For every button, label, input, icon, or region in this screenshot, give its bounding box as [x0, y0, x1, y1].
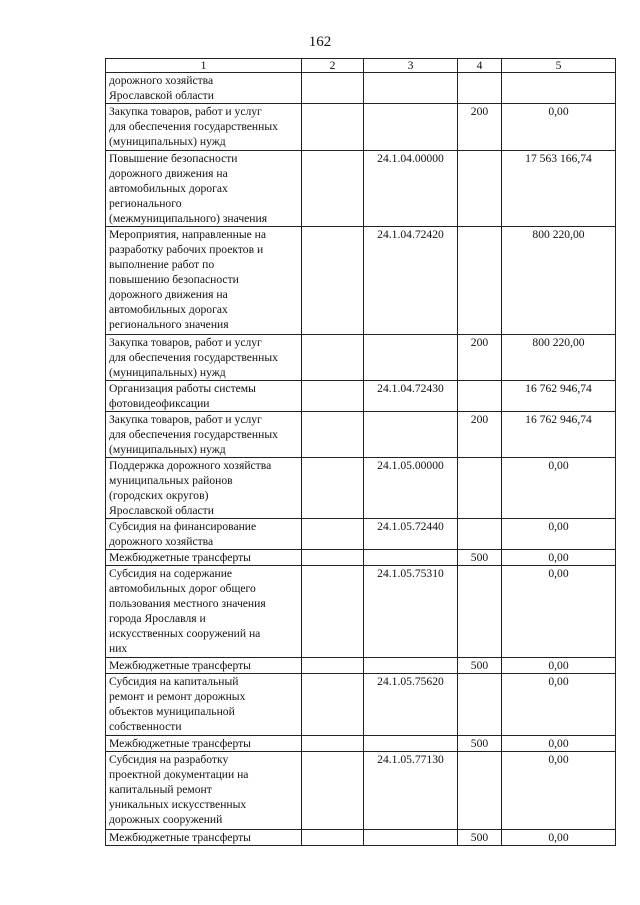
cell-c2: [302, 73, 364, 104]
table-row: [106, 752, 616, 830]
cell-c4: 500: [458, 830, 502, 846]
cell-c5: 0,00: [502, 752, 616, 830]
table-row: [106, 658, 616, 674]
column-header: 4: [458, 59, 502, 73]
cell-c2: [302, 458, 364, 519]
cell-c3: 24.1.05.72440: [364, 519, 458, 550]
cell-c3: 24.1.04.72430: [364, 381, 458, 412]
cell-c4: [458, 73, 502, 104]
table-row: [106, 519, 616, 550]
cell-c1: Повышение безопасности дорожного движения на автомобильных дорогах регионального (межмуниципального) значения: [106, 151, 302, 227]
cell-c5: 0,00: [502, 658, 616, 674]
cell-c1: Поддержка дорожного хозяйства муниципальных районов (городских округов) Ярославской области: [106, 458, 302, 519]
cell-c3: 24.1.05.75310: [364, 566, 458, 658]
cell-c2: [302, 519, 364, 550]
cell-c2: [302, 752, 364, 830]
table-row: [106, 104, 616, 151]
cell-c5: 0,00: [502, 519, 616, 550]
cell-c5: 16 762 946,74: [502, 412, 616, 458]
table-row: [106, 830, 616, 846]
cell-c4: 500: [458, 736, 502, 752]
cell-c3: 24.1.04.72420: [364, 227, 458, 335]
cell-c2: [302, 736, 364, 752]
cell-c4: [458, 674, 502, 736]
cell-c1: Субсидия на разработку проектной документации на капитальный ремонт уникальных искусственных дорожных сооружений: [106, 752, 302, 830]
cell-c3: 24.1.05.75620: [364, 674, 458, 736]
cell-c4: [458, 458, 502, 519]
cell-c5: 0,00: [502, 104, 616, 151]
table-row: [106, 412, 616, 458]
cell-c3: [364, 104, 458, 151]
cell-c4: 200: [458, 335, 502, 381]
cell-c3: 24.1.05.77130: [364, 752, 458, 830]
cell-c3: [364, 73, 458, 104]
cell-c1: дорожного хозяйства Ярославской области: [106, 73, 302, 104]
cell-c2: [302, 550, 364, 566]
cell-c4: 200: [458, 412, 502, 458]
cell-c4: [458, 151, 502, 227]
cell-c1: Мероприятия, направленные на разработку рабочих проектов и выполнение работ по повышению безопасности дорожного движения на автомобильных дорогах регионального значения: [106, 227, 302, 335]
cell-c2: [302, 658, 364, 674]
cell-c3: [364, 830, 458, 846]
cell-c1: Субсидия на капитальный ремонт и ремонт дорожных объектов муниципальной собственности: [106, 674, 302, 736]
cell-c1: Закупка товаров, работ и услуг для обеспечения государственных (муниципальных) нужд: [106, 335, 302, 381]
cell-c4: 200: [458, 104, 502, 151]
cell-c5: 16 762 946,74: [502, 381, 616, 412]
table-row: [106, 335, 616, 381]
cell-c3: [364, 736, 458, 752]
cell-c2: [302, 335, 364, 381]
cell-c3: 24.1.05.00000: [364, 458, 458, 519]
cell-c2: [302, 104, 364, 151]
cell-c5: 800 220,00: [502, 335, 616, 381]
cell-c1: Межбюджетные трансферты: [106, 736, 302, 752]
cell-c1: Закупка товаров, работ и услуг для обеспечения государственных (муниципальных) нужд: [106, 412, 302, 458]
cell-c4: [458, 566, 502, 658]
cell-c2: [302, 412, 364, 458]
cell-c5: [502, 73, 616, 104]
cell-c3: 24.1.04.00000: [364, 151, 458, 227]
cell-c5: 0,00: [502, 566, 616, 658]
column-header: 1: [106, 59, 302, 73]
cell-c1: Организация работы системы фотовидеофиксации: [106, 381, 302, 412]
page-number: 162: [308, 34, 332, 50]
column-header: 2: [302, 59, 364, 73]
cell-c3: [364, 335, 458, 381]
cell-c3: [364, 550, 458, 566]
cell-c3: [364, 658, 458, 674]
cell-c5: 0,00: [502, 674, 616, 736]
cell-c3: [364, 412, 458, 458]
cell-c1: Межбюджетные трансферты: [106, 658, 302, 674]
column-header: 5: [502, 59, 616, 73]
cell-c4: [458, 519, 502, 550]
cell-c2: [302, 227, 364, 335]
table-header-row: [106, 59, 616, 73]
cell-c1: Межбюджетные трансферты: [106, 550, 302, 566]
cell-c5: 17 563 166,74: [502, 151, 616, 227]
cell-c1: Субсидия на финансирование дорожного хозяйства: [106, 519, 302, 550]
cell-c2: [302, 830, 364, 846]
cell-c5: 0,00: [502, 458, 616, 519]
cell-c4: 500: [458, 550, 502, 566]
cell-c1: Межбюджетные трансферты: [106, 830, 302, 846]
column-header: 3: [364, 59, 458, 73]
cell-c4: 500: [458, 658, 502, 674]
table-row: [106, 227, 616, 335]
table-row: [106, 674, 616, 736]
cell-c5: 0,00: [502, 830, 616, 846]
table-row: [106, 550, 616, 566]
table-row: [106, 381, 616, 412]
cell-c5: 0,00: [502, 550, 616, 566]
table-body: [106, 73, 616, 846]
cell-c1: Закупка товаров, работ и услуг для обеспечения государственных (муниципальных) нужд: [106, 104, 302, 151]
table-row: [106, 458, 616, 519]
table-row: [106, 566, 616, 658]
cell-c5: 0,00: [502, 736, 616, 752]
cell-c1: Субсидия на содержание автомобильных дорог общего пользования местного значения города Ярославля и искусственных сооружений на них: [106, 566, 302, 658]
cell-c2: [302, 381, 364, 412]
table-row: [106, 151, 616, 227]
cell-c4: [458, 381, 502, 412]
table-row: [106, 736, 616, 752]
cell-c2: [302, 674, 364, 736]
cell-c4: [458, 752, 502, 830]
cell-c2: [302, 151, 364, 227]
cell-c2: [302, 566, 364, 658]
cell-c4: [458, 227, 502, 335]
table-row: [106, 73, 616, 104]
cell-c5: 800 220,00: [502, 227, 616, 335]
budget-table: [105, 58, 616, 846]
